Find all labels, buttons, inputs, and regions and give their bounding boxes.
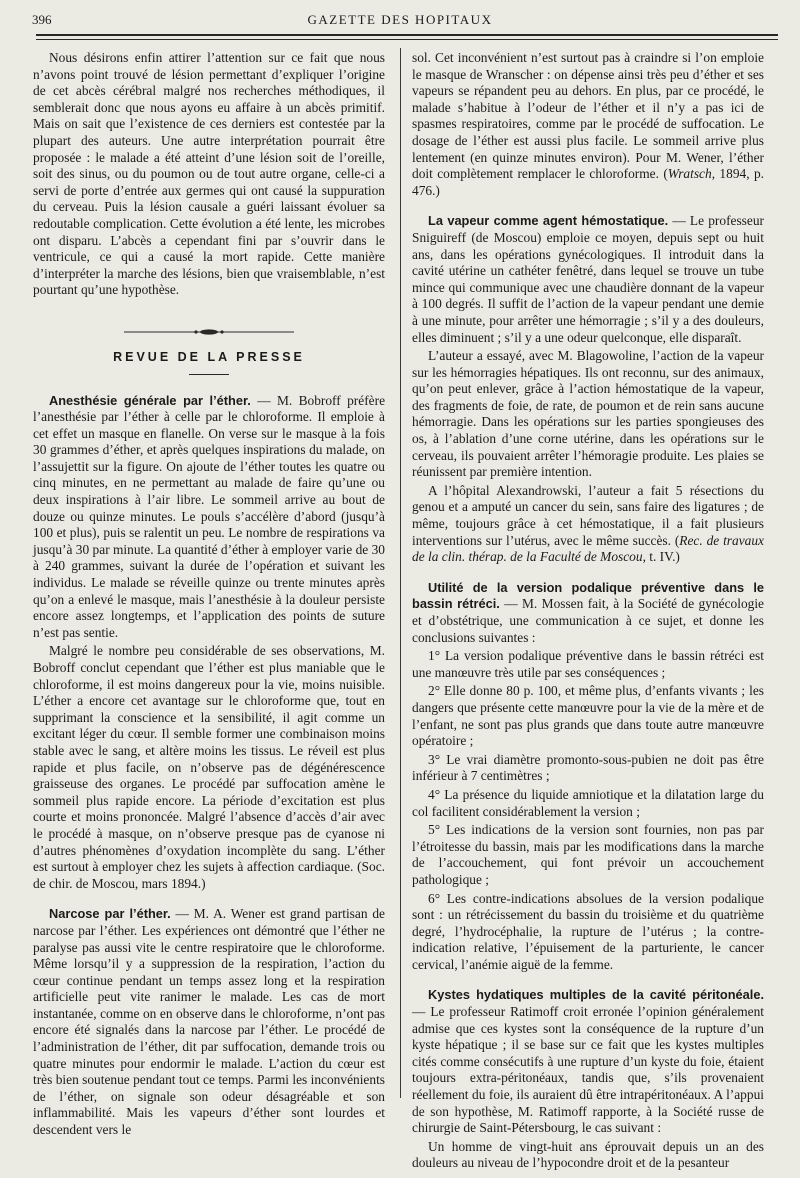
list-item: 5° Les indications de la version sont fournies, non pas par l’étroitesse du bassin, mais par les modifications dans la marche de l’accouchement, qui font prévoir un accouchement pathologique ; — [412, 822, 764, 887]
citation-details: , 1894, p. 476.) — [412, 166, 764, 198]
left-column — [33, 50, 385, 1139]
list-item: 1° La version podalique préventive dans le bassin rétréci est une manœuvre très utile par ses conséquences ; — [412, 648, 764, 680]
article-text: — Le professeur Ratimoff croit erronée l’opinion généralement admise que ces kystes sont la conséquence de la rupture d’un kyste hépatique ; il se base sur ce fait que les kystes multiples cités comme consécutifs à une rupture d’un kyste du foie, étaient toujours extra-péritonéaux, tandis que, s’ils provenaient réellement du foie, ils auraient dû être intrapéritonéaux. A l’appui de son hypothèse, M. Ratimoff rapporte, à la Société russe de chirurgie de Saint-Pétersbourg, le cas suivant : — [412, 1004, 764, 1136]
article-hydatid-cysts — [412, 987, 764, 1136]
article-text: — M. A. Wener est grand partisan de narcose par l’éther. Les expériences ont démontré que l’éther ne paralyse pas aussi vite le centre respiratoire que le chloroforme. Même lorsqu’il y a suppression de la respiration, l’action du cœur continue pendant un temps assez long et la respiration artificielle peut vite ranimer le malade. Les cas de mort instantanée, comme on en observe dans le chloroforme, n’ont pas encore été signalés dans la narcose par l’éther. Le procédé de l’administration de l’éther, dit par suffocation, demande trois ou quatre minutes pour endormir le malade. L’action du cœur est très bien soutenue pendant tout ce temps. Parmi les inconvénients de l’éther, on signale son odeur désagréable et son inflammabilité. Mais les vapeurs d’éther sont lourdes et descendent vers le — [33, 906, 385, 1138]
section-header — [33, 329, 385, 375]
article-steam-hemostatic — [412, 213, 764, 346]
paragraph-abscess-conclusion: Nous désirons enfin attirer l’attention sur ce fait que nous n’avons point trouvé de lésion permettant d’expliquer l’origine de cet abcès cérébral malgré nos recherches méthodiques, il semblerait donc que nous ayons eu affaire à un abcès primitif. Mais on sait que l’existence de ces derniers est contestée par la plupart des auteurs. Une autre interprétation pourrait être proposée : le malade a été atteint d’une lésion soit de l’oreille, soit des sinus, ou du poumon ou de tout autre organe, celle-ci a servi de porte d’entrée aux germes qui ont causé la suppuration du cerveau. Puis la lésion causale a guéri laissant évoluer sa redoutable complication. Cette évolution a été lente, les microbes ont disparu. L’abcès a cependant fini par s’ouvrir dans le ventricule, ce qui a causé la mort rapide. Cette manière d’interpréter la marche des lésions, bien que vraisemblable, n’est pourtant qu’une hypothèse. — [33, 50, 385, 298]
article-ether-anesthesia — [33, 393, 385, 642]
article-text: — M. Mossen fait, à la Société de gynécologie et d’obstétrique, une communication à ce sujet, et donne les conclusions suivantes : — [412, 596, 764, 645]
citation: Wratsch — [667, 166, 712, 182]
article-heading: Narcose par l’éther. — [49, 906, 171, 922]
article-heading: La vapeur comme agent hémostatique. — [428, 213, 669, 229]
running-title: GAZETTE DES HOPITAUX — [307, 12, 493, 27]
section-underline — [189, 374, 229, 375]
paragraph — [412, 483, 764, 566]
column-divider — [400, 48, 401, 1098]
paragraph-text: sol. Cet inconvénient n’est surtout pas à craindre si l’on emploie le masque de Wranscher : on dépense ainsi très peu d’éther et ses vapeurs se répandent peu au dehors. En plus, par ce procédé, le malade s’habitue à l’odeur de l’éther et il n’y a pas ici de spasmes respiratoires, comme par le procédé de suffocation. Le dosage de l’éther est aussi plus facile. Le sommeil arrive plus lentement (en quinze minutes environ). Pour M. Wener, l’éther doit complètement remplacer le chloroforme. ( — [412, 50, 764, 182]
list-item: 2° Elle donne 80 p. 100, et même plus, d’enfants vivants ; les dangers que présente cette manœuvre pour la vie de la mère et de l’enfant, ne sont pas plus grands que dans toute autre manœuvre opératoire ; — [412, 683, 764, 749]
article-text: — Le professeur Sniguireff (de Moscou) emploie ce moyen, depuis sept ou huit ans, dans les opérations gynécologiques. Il introduit dans la cavité utérine un cathéter fenêtré, dans lequel se trouve un tube mince qui communique avec une chaudière donnant de la vapeur à 100 degrés. Il suffit de l’action de la vapeur pendant une demie à une minute, pour arrêter une hémorragie ; s’il y a des douleurs, elles diminuent ; s’il y a une odeur quelconque, elle disparaît. — [412, 213, 764, 345]
list-item: 4° La présence du liquide amniotique et la dilatation large du col facilitent considérablement la version ; — [412, 786, 764, 819]
article-heading: Kystes hydatiques multiples de la cavité péritonéale. — [428, 987, 764, 1003]
article-ether-narcosis — [33, 906, 385, 1138]
paragraph: Malgré le nombre peu considérable de ses observations, M. Bobroff conclut cependant que l’éther est plus maniable que le chloroforme, il est moins dangereux pour la vie, moins nuisible. L’éther a encore cet avantage sur le chloroforme que, tout en supprimant la conscience et la sensibilité, il agit comme un excitant léger du cœur. Il semble former une combinaison moins stable avec le sang, et altère moins les tissus. Le réveil est plus rapide et plus facile, on n’observe pas de dégénérescence graisseuse des organes. Le procédé par suffocation amène le sommeil plus rapide encore. La période d’excitation est plus courte et moins prononcée. Malgré l’absence d’accès d’air avec le procédé à masque, on n’observe presque pas de cyanose ni d’autres phénomènes d’oxydation incomplète du sang. L’éther est surtout à employer chez les sujets à affection cardiaque. (Soc. de chir. de Moscou, mars 1894.) — [33, 643, 385, 891]
list-item: 6° Les contre-indications absolues de la version podalique sont : un rétrécissement du bassin du troisième et du quatrième degré, l’hydrocéphalie, la rupture de l’utérus ; la contre-indication relative, l’épuisement de la parturiente, le cancer cervical, l’anémie aiguë de la femme. — [412, 890, 764, 972]
paragraph: Un homme de vingt-huit ans éprouvait depuis un an des douleurs au niveau de l’hypocondre droit et de la pesanteur — [412, 1138, 764, 1171]
page-number: 396 — [32, 12, 52, 27]
article-heading: Anesthésie générale par l’éther. — [49, 392, 251, 408]
paragraph-text: A l’hôpital Alexandrowski, l’auteur a fait 5 résections du genou et a amputé un cancer du sein, sans faire des ligatures ; de même, toujours grâce à cet hémostatique, il a fait plusieurs interventions sur l’utérus, avec le même succès. ( — [412, 482, 764, 548]
header-rule-thin — [36, 39, 778, 40]
article-podalic-version — [412, 580, 764, 646]
paragraph-continuation — [412, 50, 764, 199]
paragraph: L’auteur a essayé, avec M. Blagowoline, l’action de la vapeur sur les hémorragies hépatiques. Ils ont reconnu, sur des animaux, qu’on peut enlever, grâce à l’action hémostatique de la vapeur, des fragments de foie, de rate, de poumon et de rein sans aucune hémorragie. Dans les opérations sur les parties spongieuses des os, à l’ablation d’une corne utérine, dans les opérations sur le cerveau, ils pouvaient arrêter l’hémoragie produite. Les plaies se réunissent par première intention. — [412, 348, 764, 480]
citation: Rec. de travaux de la clin. thérap. de la Faculté de Moscou — [412, 532, 764, 565]
article-heading: Utilité de la version podalique préventive dans le bassin rétréci. — [412, 579, 764, 612]
section-title: REVUE DE LA PRESSE — [113, 349, 305, 364]
citation-details: , t. IV.) — [642, 549, 680, 565]
ornament-rule — [124, 329, 294, 335]
header-rule-thick — [36, 34, 778, 36]
right-column — [412, 50, 764, 1172]
list-item: 3° Le vrai diamètre promonto-sous-pubien ne doit pas être inférieur à 7 centimètres ; — [412, 751, 764, 784]
article-text: — M. Bobroff préfère l’anesthésie par l’éther à celle par le chloroforme. Il emploie à cet effet un masque en flanelle. On verse sur le masque à la fois 30 grammes d’éther, et après quelques inspirations du malade, on l’assujettit sur la figure. On ajoute de l’éther toutes les quatre ou cinq minutes, en ne permettant au malade de faire qu’une ou deux inspirations à l’air libre. Le sommeil arrive au bout de douze ou quinze minutes. Le pouls s’accélère d’abord (jusqu’à 100 et plus), puis se ralentit un peu. Le nombre de respirations va jusqu’à 30 par minute. La quantité d’éther à employer varie de 30 à 240 grammes, suivant la durée de l’opération et suivant les individus. Le malade se réveille quinze ou trente minutes après qu’on a enlevé le masque, mais l’anesthésie à la douleur persiste encore assez longtemps, et l’application des points de suture n’est pas sentie. — [33, 392, 386, 640]
